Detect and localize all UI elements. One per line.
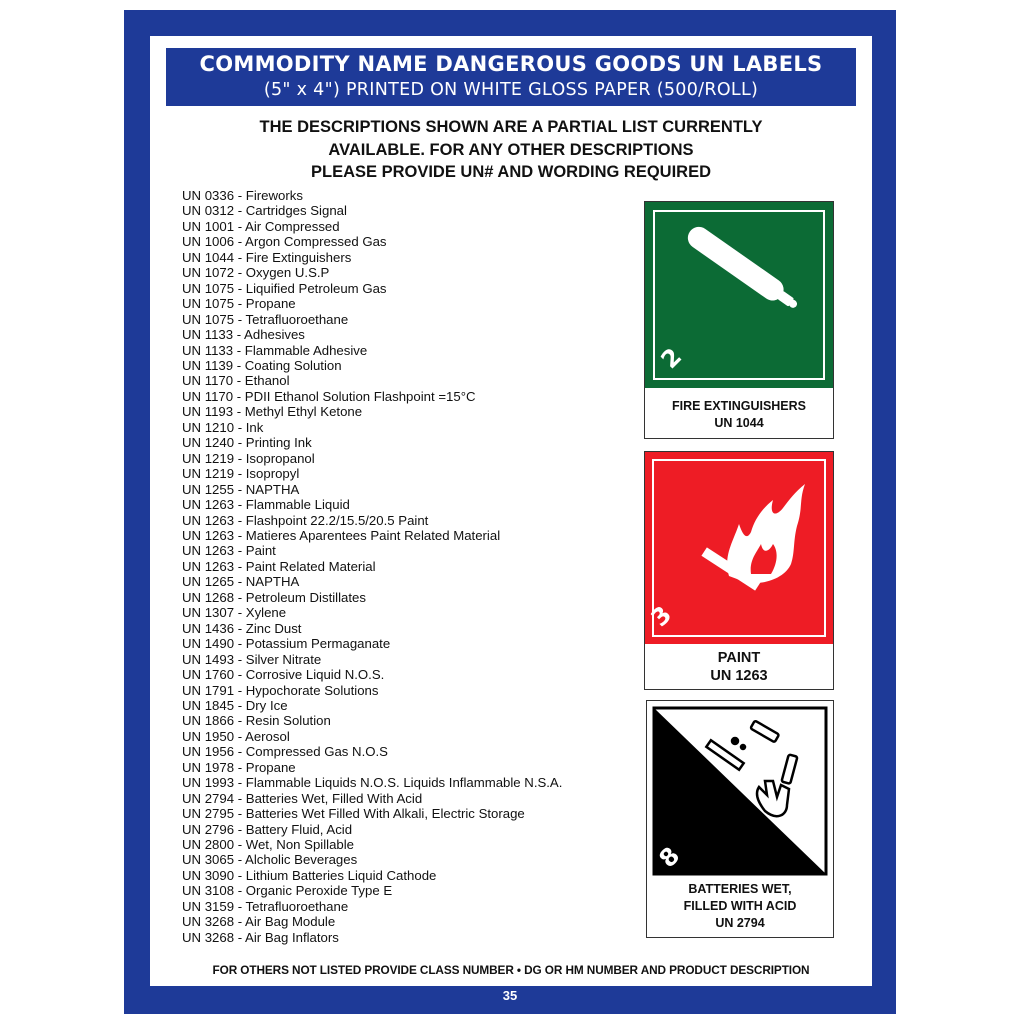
list-item: UN 1072 - Oxygen U.S.P — [182, 265, 330, 281]
list-item: UN 1193 - Methyl Ethyl Ketone — [182, 404, 363, 420]
list-item: UN 1075 - Propane — [182, 296, 296, 312]
list-item: UN 0312 - Cartridges Signal — [182, 203, 347, 219]
gas-label-card — [644, 201, 834, 439]
list-item: UN 2794 - Batteries Wet, Filled With Acid — [182, 790, 423, 806]
list-item: UN 1133 - Flammable Adhesive — [182, 342, 368, 358]
list-item: UN 1219 - Isopropanol — [182, 450, 315, 466]
list-item: UN 1493 - Silver Nitrate — [182, 651, 322, 667]
corrosive-caption-line-3: UN 2794 — [715, 916, 765, 930]
list-item: UN 1760 - Corrosive Liquid N.O.S. — [182, 667, 385, 683]
list-item: UN 1255 - NAPTHA — [182, 481, 300, 497]
list-item: UN 1956 - Compressed Gas N.O.S — [182, 744, 388, 760]
gas-caption-line-1: FIRE EXTINGUISHERS — [671, 399, 807, 413]
list-item: UN 3090 - Lithium Batteries Liquid Cathode — [182, 867, 437, 883]
gas-caption-line-2: UN 1044 — [714, 416, 764, 430]
list-item: UN 1845 - Dry Ice — [182, 697, 288, 713]
notice-line-1: THE DESCRIPTIONS SHOWN ARE A PARTIAL LIST CURRENTLY — [259, 118, 763, 136]
corrosive-class-number: 8 — [653, 841, 686, 874]
list-item: UN 1075 - Tetrafluoroethane — [182, 311, 349, 327]
list-item: UN 3108 - Organic Peroxide Type E — [182, 883, 393, 899]
list-item: UN 1268 - Petroleum Distillates — [182, 589, 366, 605]
corrosive-label-caption — [647, 881, 833, 932]
list-item: UN 1263 - Flashpoint 22.2/15.5/20.5 Paint — [182, 512, 429, 528]
list-item: UN 1044 - Fire Extinguishers — [182, 249, 352, 265]
gas-placard — [645, 202, 833, 388]
list-item: UN 1263 - Paint Related Material — [182, 558, 376, 574]
notice-line-3: PLEASE PROVIDE UN# AND WORDING REQUIRED — [310, 163, 711, 181]
title-line-1: COMMODITY NAME DANGEROUS GOODS UN LABELS — [199, 52, 823, 76]
corrosive-label-card — [646, 700, 834, 938]
list-item: UN 1133 - Adhesives — [182, 327, 305, 343]
list-item: UN 1490 - Potassium Permaganate — [182, 636, 391, 652]
list-item: UN 3268 - Air Bag Module — [182, 914, 336, 930]
list-item: UN 1170 - PDII Ethanol Solution Flashpoint =15°C — [182, 388, 476, 404]
footer-note: FOR OTHERS NOT LISTED PROVIDE CLASS NUMBER • DG OR HM NUMBER AND PRODUCT DESCRIPTION — [212, 963, 810, 977]
un-description-list — [182, 188, 562, 945]
list-item: UN 0336 - Fireworks — [182, 188, 303, 203]
list-item: UN 1139 - Coating Solution — [182, 357, 342, 373]
list-item: UN 1263 - Matieres Aparentees Paint Related Material — [182, 527, 501, 543]
list-item: UN 1978 - Propane — [182, 759, 296, 775]
list-item: UN 1265 - NAPTHA — [182, 574, 300, 590]
list-item: UN 1263 - Paint — [182, 543, 276, 559]
list-item: UN 1219 - Isopropyl — [182, 466, 300, 482]
list-item: UN 3065 - Alcholic Beverages — [182, 852, 358, 868]
flammable-caption-line-1: PAINT — [717, 650, 761, 666]
title-line-2: (5" x 4") PRINTED ON WHITE GLOSS PAPER (500/ROLL) — [263, 80, 759, 100]
gas-label-caption — [645, 398, 833, 432]
list-item: UN 1001 - Air Compressed — [182, 218, 340, 234]
list-item: UN 1240 - Printing Ink — [182, 435, 312, 451]
notice-text — [166, 116, 856, 184]
corrosive-caption-line-2: FILLED WITH ACID — [683, 899, 797, 913]
list-item: UN 2795 - Batteries Wet Filled With Alkali, Electric Storage — [182, 806, 525, 822]
list-item: UN 1263 - Flammable Liquid — [182, 497, 350, 513]
list-item: UN 1210 - Ink — [182, 419, 264, 435]
list-item: UN 1075 - Liquified Petroleum Gas — [182, 280, 387, 296]
list-item: UN 1791 - Hypochorate Solutions — [182, 682, 379, 698]
list-item: UN 1436 - Zinc Dust — [182, 620, 302, 636]
flammable-label-caption — [645, 649, 833, 685]
list-item: UN 1307 - Xylene — [182, 605, 287, 621]
list-item: UN 3159 - Tetrafluoroethane — [182, 898, 349, 914]
flammable-label-card — [644, 451, 834, 690]
list-item: UN 2796 - Battery Fluid, Acid — [182, 821, 353, 837]
list-item: UN 1866 - Resin Solution — [182, 713, 331, 729]
list-item: UN 1170 - Ethanol — [182, 373, 290, 389]
list-item: UN 1950 - Aerosol — [182, 728, 290, 744]
notice-line-2: AVAILABLE. FOR ANY OTHER DESCRIPTIONS — [328, 140, 694, 159]
corrosive-placard — [647, 701, 833, 881]
list-item: UN 1006 - Argon Compressed Gas — [182, 234, 387, 250]
flammable-placard — [645, 452, 833, 644]
page-number: 35 — [502, 988, 518, 1003]
gas-class-number: 2 — [655, 342, 688, 375]
flammable-class-number: 3 — [645, 600, 678, 633]
list-item: UN 2800 - Wet, Non Spillable — [182, 837, 355, 853]
flammable-caption-line-2: UN 1263 — [710, 668, 768, 684]
list-item: UN 3268 - Air Bag Inflators — [182, 929, 339, 945]
list-item: UN 1993 - Flammable Liquids N.O.S. Liquids Inflammable N.S.A. — [182, 775, 563, 791]
corrosive-caption-line-1: BATTERIES WET, — [688, 882, 792, 896]
title-banner — [166, 48, 856, 106]
